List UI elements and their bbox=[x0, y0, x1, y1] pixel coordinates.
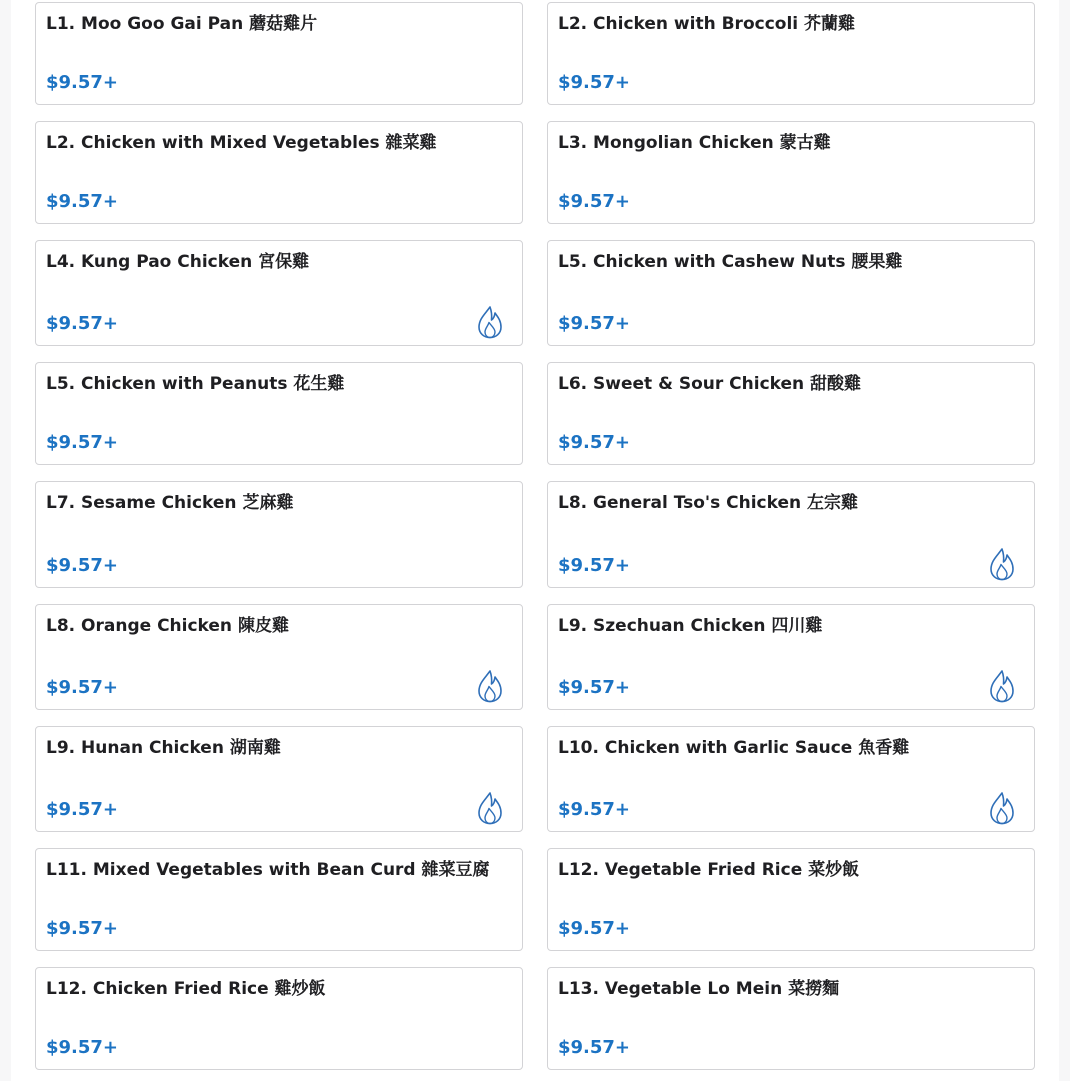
flame-icon bbox=[476, 669, 504, 703]
menu-item-card[interactable] bbox=[547, 481, 1035, 588]
flame-icon bbox=[476, 791, 504, 825]
menu-page bbox=[11, 0, 1059, 1081]
menu-item-card[interactable] bbox=[547, 121, 1035, 224]
menu-item-name: L9. Hunan Chicken 湖南雞 bbox=[46, 738, 281, 758]
menu-item-name: L3. Mongolian Chicken 蒙古雞 bbox=[558, 133, 831, 153]
menu-item-card[interactable] bbox=[35, 2, 523, 105]
menu-item-card[interactable] bbox=[35, 848, 523, 951]
menu-item-name: L12. Vegetable Fried Rice 菜炒飯 bbox=[558, 860, 860, 880]
menu-item-price: $9.57+ bbox=[558, 432, 631, 453]
menu-item-card[interactable] bbox=[35, 362, 523, 465]
menu-item-name: L4. Kung Pao Chicken 宮保雞 bbox=[46, 252, 310, 272]
menu-item-name: L6. Sweet & Sour Chicken 甜酸雞 bbox=[558, 374, 862, 394]
menu-item-name: L2. Chicken with Broccoli 芥蘭雞 bbox=[558, 14, 856, 34]
menu-item-name: L5. Chicken with Cashew Nuts 腰果雞 bbox=[558, 252, 903, 272]
menu-item-price: $9.57+ bbox=[558, 555, 631, 576]
menu-item-price: $9.57+ bbox=[46, 432, 119, 453]
menu-item-card[interactable] bbox=[547, 967, 1035, 1070]
flame-icon bbox=[476, 305, 504, 339]
menu-item-price: $9.57+ bbox=[558, 918, 631, 939]
menu-item-price: $9.57+ bbox=[46, 677, 119, 698]
menu-item-card[interactable] bbox=[35, 967, 523, 1070]
menu-item-price: $9.57+ bbox=[46, 72, 119, 93]
flame-icon bbox=[988, 547, 1016, 581]
menu-item-name: L8. General Tso's Chicken 左宗雞 bbox=[558, 493, 859, 513]
menu-item-card[interactable] bbox=[35, 121, 523, 224]
menu-item-name: L2. Chicken with Mixed Vegetables 雜菜雞 bbox=[46, 133, 437, 153]
flame-icon bbox=[988, 669, 1016, 703]
menu-item-card[interactable] bbox=[35, 240, 523, 346]
menu-item-card[interactable] bbox=[35, 481, 523, 588]
menu-item-price: $9.57+ bbox=[558, 677, 631, 698]
menu-item-card[interactable] bbox=[547, 240, 1035, 346]
menu-item-name: L1. Moo Goo Gai Pan 蘑菇雞片 bbox=[46, 14, 318, 34]
menu-item-price: $9.57+ bbox=[46, 191, 119, 212]
menu-item-card[interactable] bbox=[547, 362, 1035, 465]
menu-item-price: $9.57+ bbox=[558, 313, 631, 334]
menu-item-name: L11. Mixed Vegetables with Bean Curd 雜菜豆腐 bbox=[46, 860, 490, 880]
menu-item-name: L10. Chicken with Garlic Sauce 魚香雞 bbox=[558, 738, 910, 758]
menu-item-price: $9.57+ bbox=[558, 72, 631, 93]
menu-item-price: $9.57+ bbox=[558, 1037, 631, 1058]
menu-item-name: L8. Orange Chicken 陳皮雞 bbox=[46, 616, 289, 636]
menu-item-price: $9.57+ bbox=[558, 799, 631, 820]
menu-item-card[interactable] bbox=[547, 604, 1035, 710]
menu-item-card[interactable] bbox=[35, 726, 523, 832]
menu-item-card[interactable] bbox=[547, 726, 1035, 832]
menu-item-card[interactable] bbox=[547, 2, 1035, 105]
flame-icon bbox=[988, 791, 1016, 825]
menu-item-name: L5. Chicken with Peanuts 花生雞 bbox=[46, 374, 345, 394]
menu-item-card[interactable] bbox=[547, 848, 1035, 951]
menu-item-card[interactable] bbox=[35, 604, 523, 710]
menu-item-name: L13. Vegetable Lo Mein 菜撈麵 bbox=[558, 979, 840, 999]
menu-item-name: L7. Sesame Chicken 芝麻雞 bbox=[46, 493, 294, 513]
menu-item-price: $9.57+ bbox=[46, 918, 119, 939]
menu-item-name: L12. Chicken Fried Rice 雞炒飯 bbox=[46, 979, 326, 999]
menu-item-price: $9.57+ bbox=[46, 799, 119, 820]
menu-item-price: $9.57+ bbox=[46, 313, 119, 334]
menu-item-name: L9. Szechuan Chicken 四川雞 bbox=[558, 616, 823, 636]
menu-item-price: $9.57+ bbox=[46, 1037, 119, 1058]
menu-item-price: $9.57+ bbox=[558, 191, 631, 212]
menu-item-price: $9.57+ bbox=[46, 555, 119, 576]
